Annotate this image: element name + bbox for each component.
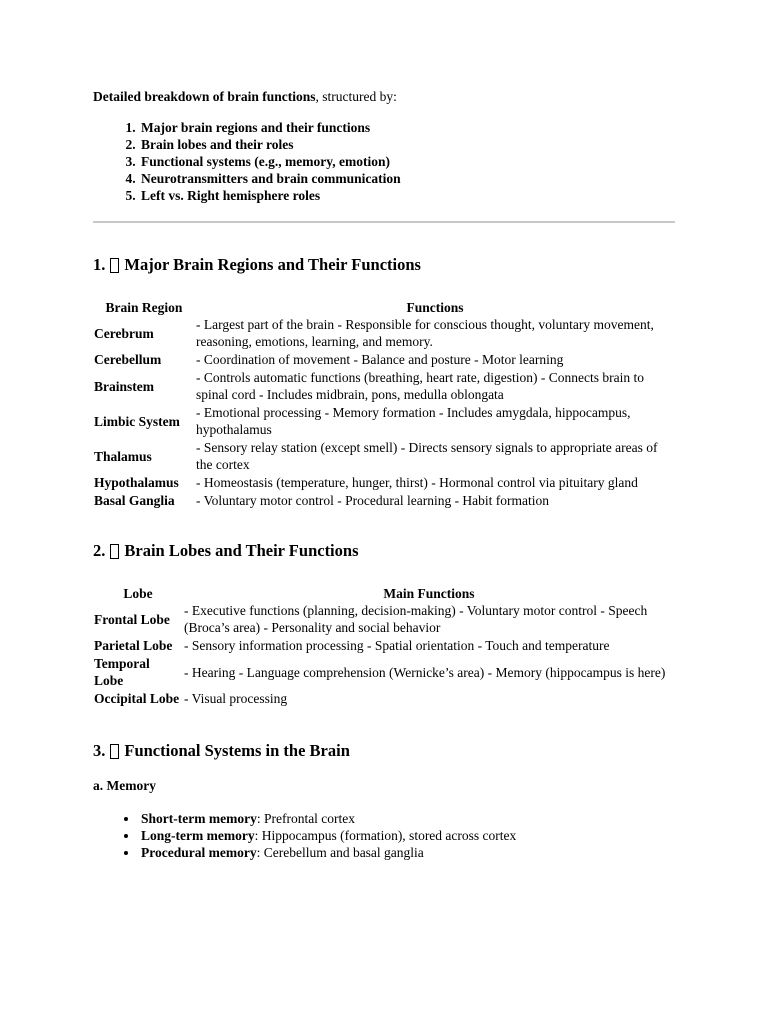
memory-desc: : Cerebellum and basal ganglia (256, 845, 424, 860)
intro-bold: Detailed breakdown of brain functions (93, 89, 316, 104)
section-3-heading (93, 741, 675, 761)
column-header: Functions (406, 300, 464, 315)
missing-glyph-icon (110, 544, 119, 559)
region-name: Limbic System (94, 413, 180, 429)
table-row (93, 690, 675, 708)
section-1-number: 1. (93, 255, 106, 274)
table-header-row (93, 581, 675, 602)
region-functions: - Coordination of movement - Balance and posture - Motor learning (196, 352, 564, 367)
region-functions: - Largest part of the brain - Responsible for conscious thought, voluntary movement, reasoning, emotions, learning, and memory. (196, 317, 654, 349)
section-3-number: 3. (93, 741, 106, 760)
outline-list (93, 119, 675, 204)
memory-list (93, 810, 675, 861)
brain-regions-table (93, 295, 675, 510)
subsection-heading: a. Memory (93, 778, 156, 793)
region-name: Cerebrum (94, 325, 154, 341)
lobe-functions: - Hearing - Language comprehension (Wernicke’s area) - Memory (hippocampus is here) (184, 664, 666, 680)
section-2-heading (93, 541, 675, 561)
lobe-name: Frontal Lobe (94, 611, 170, 627)
region-name: Cerebellum (94, 352, 162, 367)
region-name: Thalamus (94, 448, 152, 464)
column-header: Main Functions (383, 586, 475, 601)
region-functions: - Voluntary motor control - Procedural learning - Habit formation (196, 493, 550, 508)
section-2-number: 2. (93, 541, 106, 560)
region-functions: - Sensory relay station (except smell) - Directs sensory signals to appropriate areas of the cortex (196, 440, 658, 472)
intro-rest: , structured by: (315, 89, 397, 104)
memory-term: Procedural memory (141, 845, 257, 860)
brain-lobes-table (93, 581, 675, 708)
lobe-name: Temporal Lobe (94, 656, 150, 688)
table-row (93, 474, 675, 492)
region-functions: - Emotional processing - Memory formation - Includes amygdala, hippocampus, hypothalamus (196, 405, 631, 437)
outline-item: 3. Functional systems (e.g., memory, emotion) (139, 153, 675, 170)
list-item (139, 810, 675, 827)
column-header: Lobe (123, 586, 153, 601)
region-name: Brainstem (94, 378, 154, 394)
table-row (93, 404, 675, 439)
list-item (139, 844, 675, 861)
table-row (93, 351, 675, 369)
table-header-row (93, 295, 675, 316)
table-row (93, 655, 675, 690)
intro-paragraph (93, 88, 675, 105)
section-3-title: Functional Systems in the Brain (124, 741, 350, 760)
lobe-name: Occipital Lobe (94, 691, 180, 706)
missing-glyph-icon (110, 258, 119, 273)
memory-desc: : Hippocampus (formation), stored across cortex (254, 828, 517, 843)
outline-item: 1. Major brain regions and their functions (139, 119, 675, 136)
memory-desc: : Prefrontal cortex (256, 811, 356, 826)
outline-item: 5. Left vs. Right hemisphere roles (139, 187, 675, 204)
table-row (93, 369, 675, 404)
section-1-title: Major Brain Regions and Their Functions (124, 255, 421, 274)
region-name: Basal Ganglia (94, 493, 175, 508)
region-name: Hypothalamus (94, 475, 179, 490)
outline-item: 2. Brain lobes and their roles (139, 136, 675, 153)
memory-term: Long-term memory (141, 828, 255, 843)
list-item (139, 827, 675, 844)
table-row (93, 492, 675, 510)
lobe-functions: - Executive functions (planning, decision-making) - Voluntary motor control - Speech (Broca’s area) - Personality and social behavior (184, 603, 648, 635)
table-row (93, 637, 675, 655)
column-header: Brain Region (105, 300, 183, 315)
lobe-name: Parietal Lobe (94, 638, 173, 653)
region-functions: - Homeostasis (temperature, hunger, thirst) - Hormonal control via pituitary gland (196, 475, 638, 490)
memory-term: Short-term memory (141, 811, 257, 826)
table-row (93, 316, 675, 351)
table-row (93, 439, 675, 474)
section-1-heading (93, 255, 675, 275)
document-page (93, 88, 675, 861)
lobe-functions: - Visual processing (184, 691, 288, 706)
lobe-functions: - Sensory information processing - Spatial orientation - Touch and temperature (184, 638, 610, 653)
missing-glyph-icon (110, 744, 119, 759)
section-2-title: Brain Lobes and Their Functions (124, 541, 359, 560)
table-row (93, 602, 675, 637)
horizontal-rule (93, 221, 675, 223)
outline-item: 4. Neurotransmitters and brain communication (139, 170, 675, 187)
region-functions: - Controls automatic functions (breathing, heart rate, digestion) - Connects brain to spinal cord - Includes midbrain, pons, medulla oblongata (196, 370, 645, 402)
